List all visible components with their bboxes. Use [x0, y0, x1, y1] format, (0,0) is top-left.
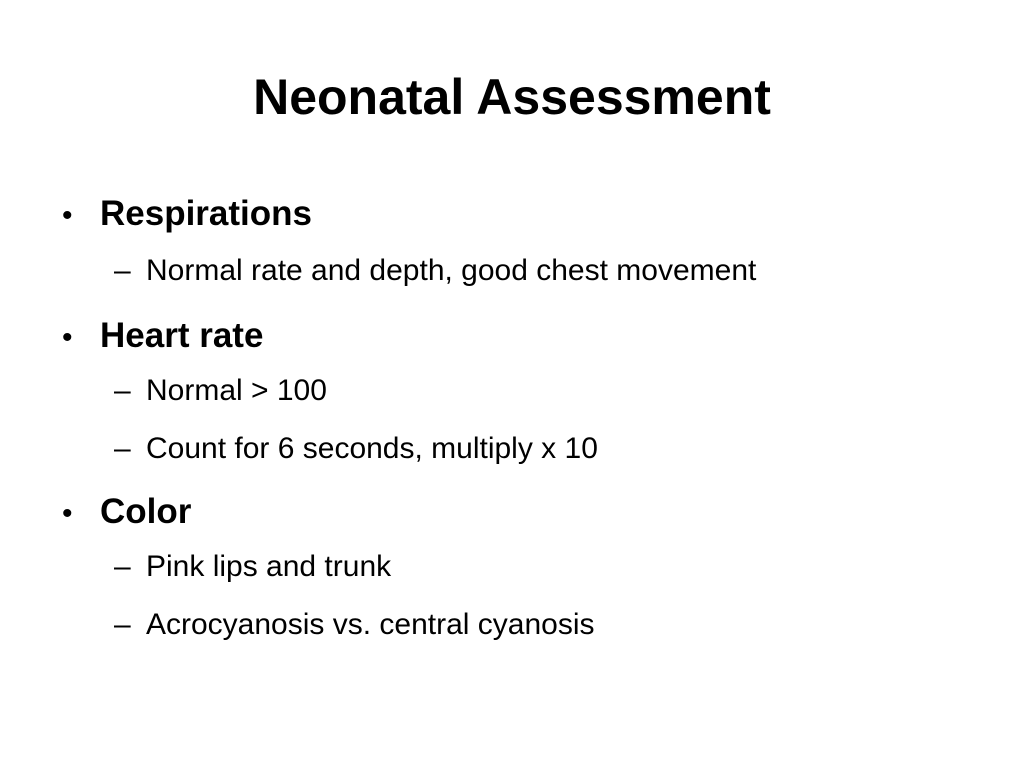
bullet-row	[62, 486, 962, 538]
bullet-heading: Heart rate	[100, 316, 264, 355]
sub-item-text: Count for 6 seconds, multiply x 10	[146, 432, 598, 465]
sub-marker: –	[114, 374, 131, 407]
sub-list	[62, 240, 962, 302]
bullet-heading: Color	[100, 492, 192, 531]
sub-list	[62, 538, 962, 654]
bullet-section-heart-rate	[62, 310, 962, 478]
sub-marker: –	[114, 608, 131, 641]
sub-item-text: Pink lips and trunk	[146, 550, 392, 583]
bullet-marker: •	[62, 497, 73, 530]
bullet-heading: Respirations	[100, 194, 312, 233]
sub-item	[114, 538, 962, 596]
sub-list	[62, 362, 962, 478]
sub-item-text: Normal rate and depth, good chest movement	[146, 254, 757, 287]
bullet-row	[62, 188, 962, 240]
sub-marker: –	[114, 254, 131, 287]
slide-title: Neonatal Assessment	[253, 69, 771, 125]
sub-marker: –	[114, 550, 131, 583]
sub-item-text: Normal > 100	[146, 374, 327, 407]
bullet-marker: •	[62, 321, 73, 354]
sub-item-text: Acrocyanosis vs. central cyanosis	[146, 608, 595, 641]
sub-item	[114, 596, 962, 654]
sub-item	[114, 420, 962, 478]
bullet-section-respirations	[62, 188, 962, 302]
bullet-row	[62, 310, 962, 362]
bullet-list	[62, 188, 962, 662]
sub-item	[114, 240, 962, 302]
sub-item	[114, 362, 962, 420]
sub-marker: –	[114, 432, 131, 465]
bullet-section-color	[62, 486, 962, 654]
bullet-marker: •	[62, 199, 73, 232]
